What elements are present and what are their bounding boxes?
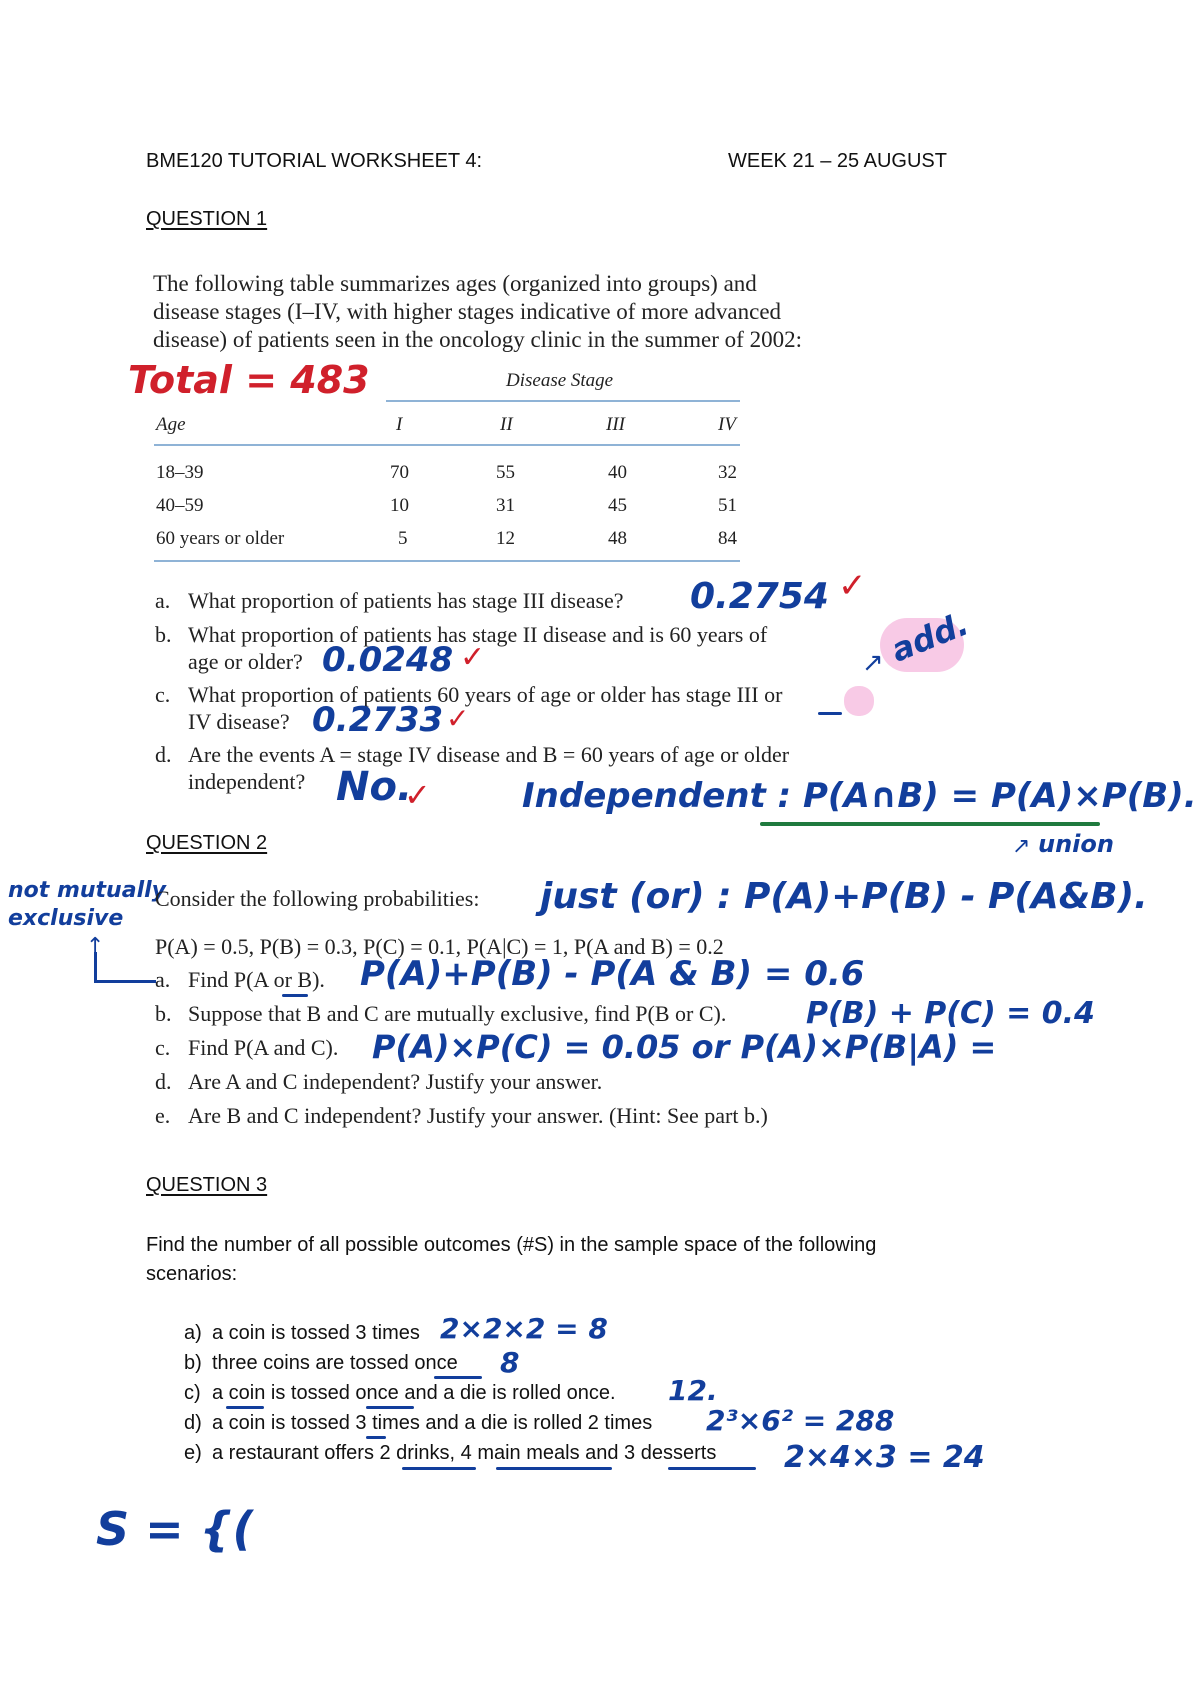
q1-item-b-label: b. (155, 622, 172, 647)
q2-item-e-label: e. (155, 1103, 171, 1128)
answer-q3b: 8 (500, 1346, 520, 1379)
cell: 45 (608, 495, 627, 516)
q2-item-c-text: Find P(A and C). (188, 1035, 339, 1060)
q3-item-b-text: three coins are tossed once (212, 1352, 458, 1374)
handwritten-total: Total = 483 (128, 358, 370, 402)
cell: 5 (398, 528, 408, 549)
answer-q3c: 12. (668, 1374, 718, 1407)
cell: 31 (496, 495, 515, 516)
cell: 32 (718, 462, 737, 483)
q2-item-e-text: Are B and C independent? Justify your answer. (Hint: See part b.) (188, 1103, 768, 1128)
cell: 51 (718, 495, 737, 516)
q1-item-b-line-1: What proportion of patients has stage II disease and is 60 years of (188, 622, 768, 647)
answer-q1b: 0.0248 (322, 640, 454, 680)
q1-item-d-line-2: independent? (188, 769, 306, 794)
q1-item-a-text: What proportion of patients has stage III disease? (188, 588, 624, 613)
question-2-heading: QUESTION 2 (146, 832, 268, 854)
q1-item-b-line-2: age or older? (188, 649, 303, 674)
table-title: Disease Stage (506, 370, 614, 391)
mutually-note-line-1: not mutually (8, 878, 166, 903)
table-rule-top (386, 400, 740, 402)
cell: 84 (718, 528, 737, 549)
underline-mark (402, 1467, 476, 1470)
check-mark-icon: ✓ (838, 566, 867, 606)
q1-item-d-line-1: Are the events A = stage IV disease and B = 60 years of age or older (188, 742, 790, 767)
q3-item-e-text: a restaurant offers 2 drinks, 4 main meals and 3 desserts (212, 1442, 717, 1464)
independent-note: Independent : P(A∩B) = P(A)×P(B). (522, 776, 1197, 816)
arrow-up-right-icon: ↗ (1012, 834, 1031, 859)
q3-item-d-label: d) (184, 1412, 202, 1434)
q3-item-d-text: a coin is tossed 3 times and a die is rolled 2 times (212, 1412, 653, 1434)
q3-item-c-text: a coin is tossed once and a die is rolled once. (212, 1382, 616, 1404)
bracket-arrow-line (94, 980, 156, 983)
q2-item-d-label: d. (155, 1069, 172, 1094)
answer-q3d: 2³×6² = 288 (706, 1404, 895, 1437)
cell: 55 (496, 462, 515, 483)
q3-item-c-label: c) (184, 1382, 201, 1404)
union-note: union (1038, 830, 1114, 858)
row-age: 60 years or older (156, 528, 285, 549)
answer-q2a: P(A)+P(B) - P(A & B) = 0.6 (360, 954, 865, 994)
table-header-iii: III (606, 414, 625, 435)
underline-mark (434, 1376, 482, 1379)
answer-q1d: No. (336, 764, 413, 810)
answer-q2b: P(B) + P(C) = 0.4 (806, 996, 1095, 1031)
q2-given: P(A) = 0.5, P(B) = 0.3, P(C) = 0.1, P(A|C) = 1, P(A and B) = 0.2 (155, 934, 724, 959)
row-age: 18–39 (156, 462, 204, 483)
q1-item-c-label: c. (155, 682, 171, 707)
underline-mark (496, 1467, 612, 1470)
mutually-note-line-2: exclusive (8, 906, 124, 931)
underline-mark (818, 712, 842, 715)
q2-item-c-label: c. (155, 1035, 171, 1060)
q1-intro-line-2: disease stages (I–IV, with higher stages indicative of more advanced (153, 299, 782, 324)
check-mark-icon: ✓ (404, 776, 431, 814)
q3-item-a-text: a coin is tossed 3 times (212, 1322, 420, 1344)
q2-item-d-text: Are A and C independent? Justify your answer. (188, 1069, 603, 1094)
q1-intro-line-3: disease) of patients seen in the oncology clinic in the summer of 2002: (153, 327, 802, 352)
q1-item-d-label: d. (155, 742, 172, 767)
cell: 70 (390, 462, 409, 483)
check-mark-icon: ✓ (460, 640, 486, 675)
q1-item-a-label: a. (155, 588, 171, 613)
underline-mark (226, 1406, 264, 1409)
q1-item-c-line-1: What proportion of patients 60 years of age or older has stage III or (188, 682, 783, 707)
q2-item-a-text: Find P(A or B). (188, 967, 325, 992)
q3-item-b-label: b) (184, 1352, 202, 1374)
cell: 48 (608, 528, 627, 549)
question-3-heading: QUESTION 3 (146, 1174, 268, 1196)
underline-mark (282, 994, 308, 997)
q3-item-a-label: a) (184, 1322, 202, 1344)
cell: 12 (496, 528, 515, 549)
check-mark-icon: ✓ (446, 702, 470, 735)
q2-intro: Consider the following probabilities: (155, 886, 480, 911)
arrow-up-icon: ↑ (86, 934, 105, 959)
week-label: WEEK 21 – 25 AUGUST (728, 150, 947, 172)
answer-q3a: 2×2×2 = 8 (440, 1312, 608, 1345)
table-rule-bottom (154, 560, 740, 562)
worksheet-title: BME120 TUTORIAL WORKSHEET 4: (146, 150, 483, 172)
table-header-age: Age (156, 414, 186, 435)
q2-item-b-label: b. (155, 1001, 172, 1026)
table-header-iv: IV (718, 414, 736, 435)
row-age: 40–59 (156, 495, 204, 516)
answer-q3e: 2×4×3 = 24 (784, 1440, 985, 1475)
underline-mark (366, 1406, 414, 1409)
q2-item-a-label: a. (155, 967, 171, 992)
green-underline (760, 822, 1100, 826)
answer-q1c: 0.2733 (312, 700, 444, 740)
underline-mark (668, 1467, 756, 1470)
table-header-ii: II (500, 414, 513, 435)
table-rule-mid (154, 444, 740, 446)
table-header-i: I (396, 414, 403, 435)
q3-intro-line-2: scenarios: (146, 1263, 238, 1285)
add-note: add. (885, 604, 974, 670)
arrow-up-right-icon: ↗ (862, 648, 884, 678)
sample-space-note: S = {( (96, 1502, 254, 1556)
q3-item-e-label: e) (184, 1442, 202, 1464)
cell: 10 (390, 495, 409, 516)
answer-q1a: 0.2754 (690, 576, 829, 617)
q3-intro-line-1: Find the number of all possible outcomes (#S) in the sample space of the following (146, 1234, 877, 1256)
q2-item-b-text: Suppose that B and C are mutually exclusive, find P(B or C). (188, 1001, 727, 1026)
cell: 40 (608, 462, 627, 483)
just-or-note: just (or) : P(A)+P(B) - P(A&B). (540, 876, 1148, 917)
pink-highlight-or (844, 686, 874, 716)
answer-q2c: P(A)×P(C) = 0.05 or P(A)×P(B|A) = (372, 1028, 997, 1066)
q1-intro-line-1: The following table summarizes ages (organized into groups) and (153, 271, 757, 296)
question-1-heading: QUESTION 1 (146, 208, 268, 230)
q1-item-c-line-2: IV disease? (188, 709, 290, 734)
underline-mark (366, 1436, 386, 1439)
